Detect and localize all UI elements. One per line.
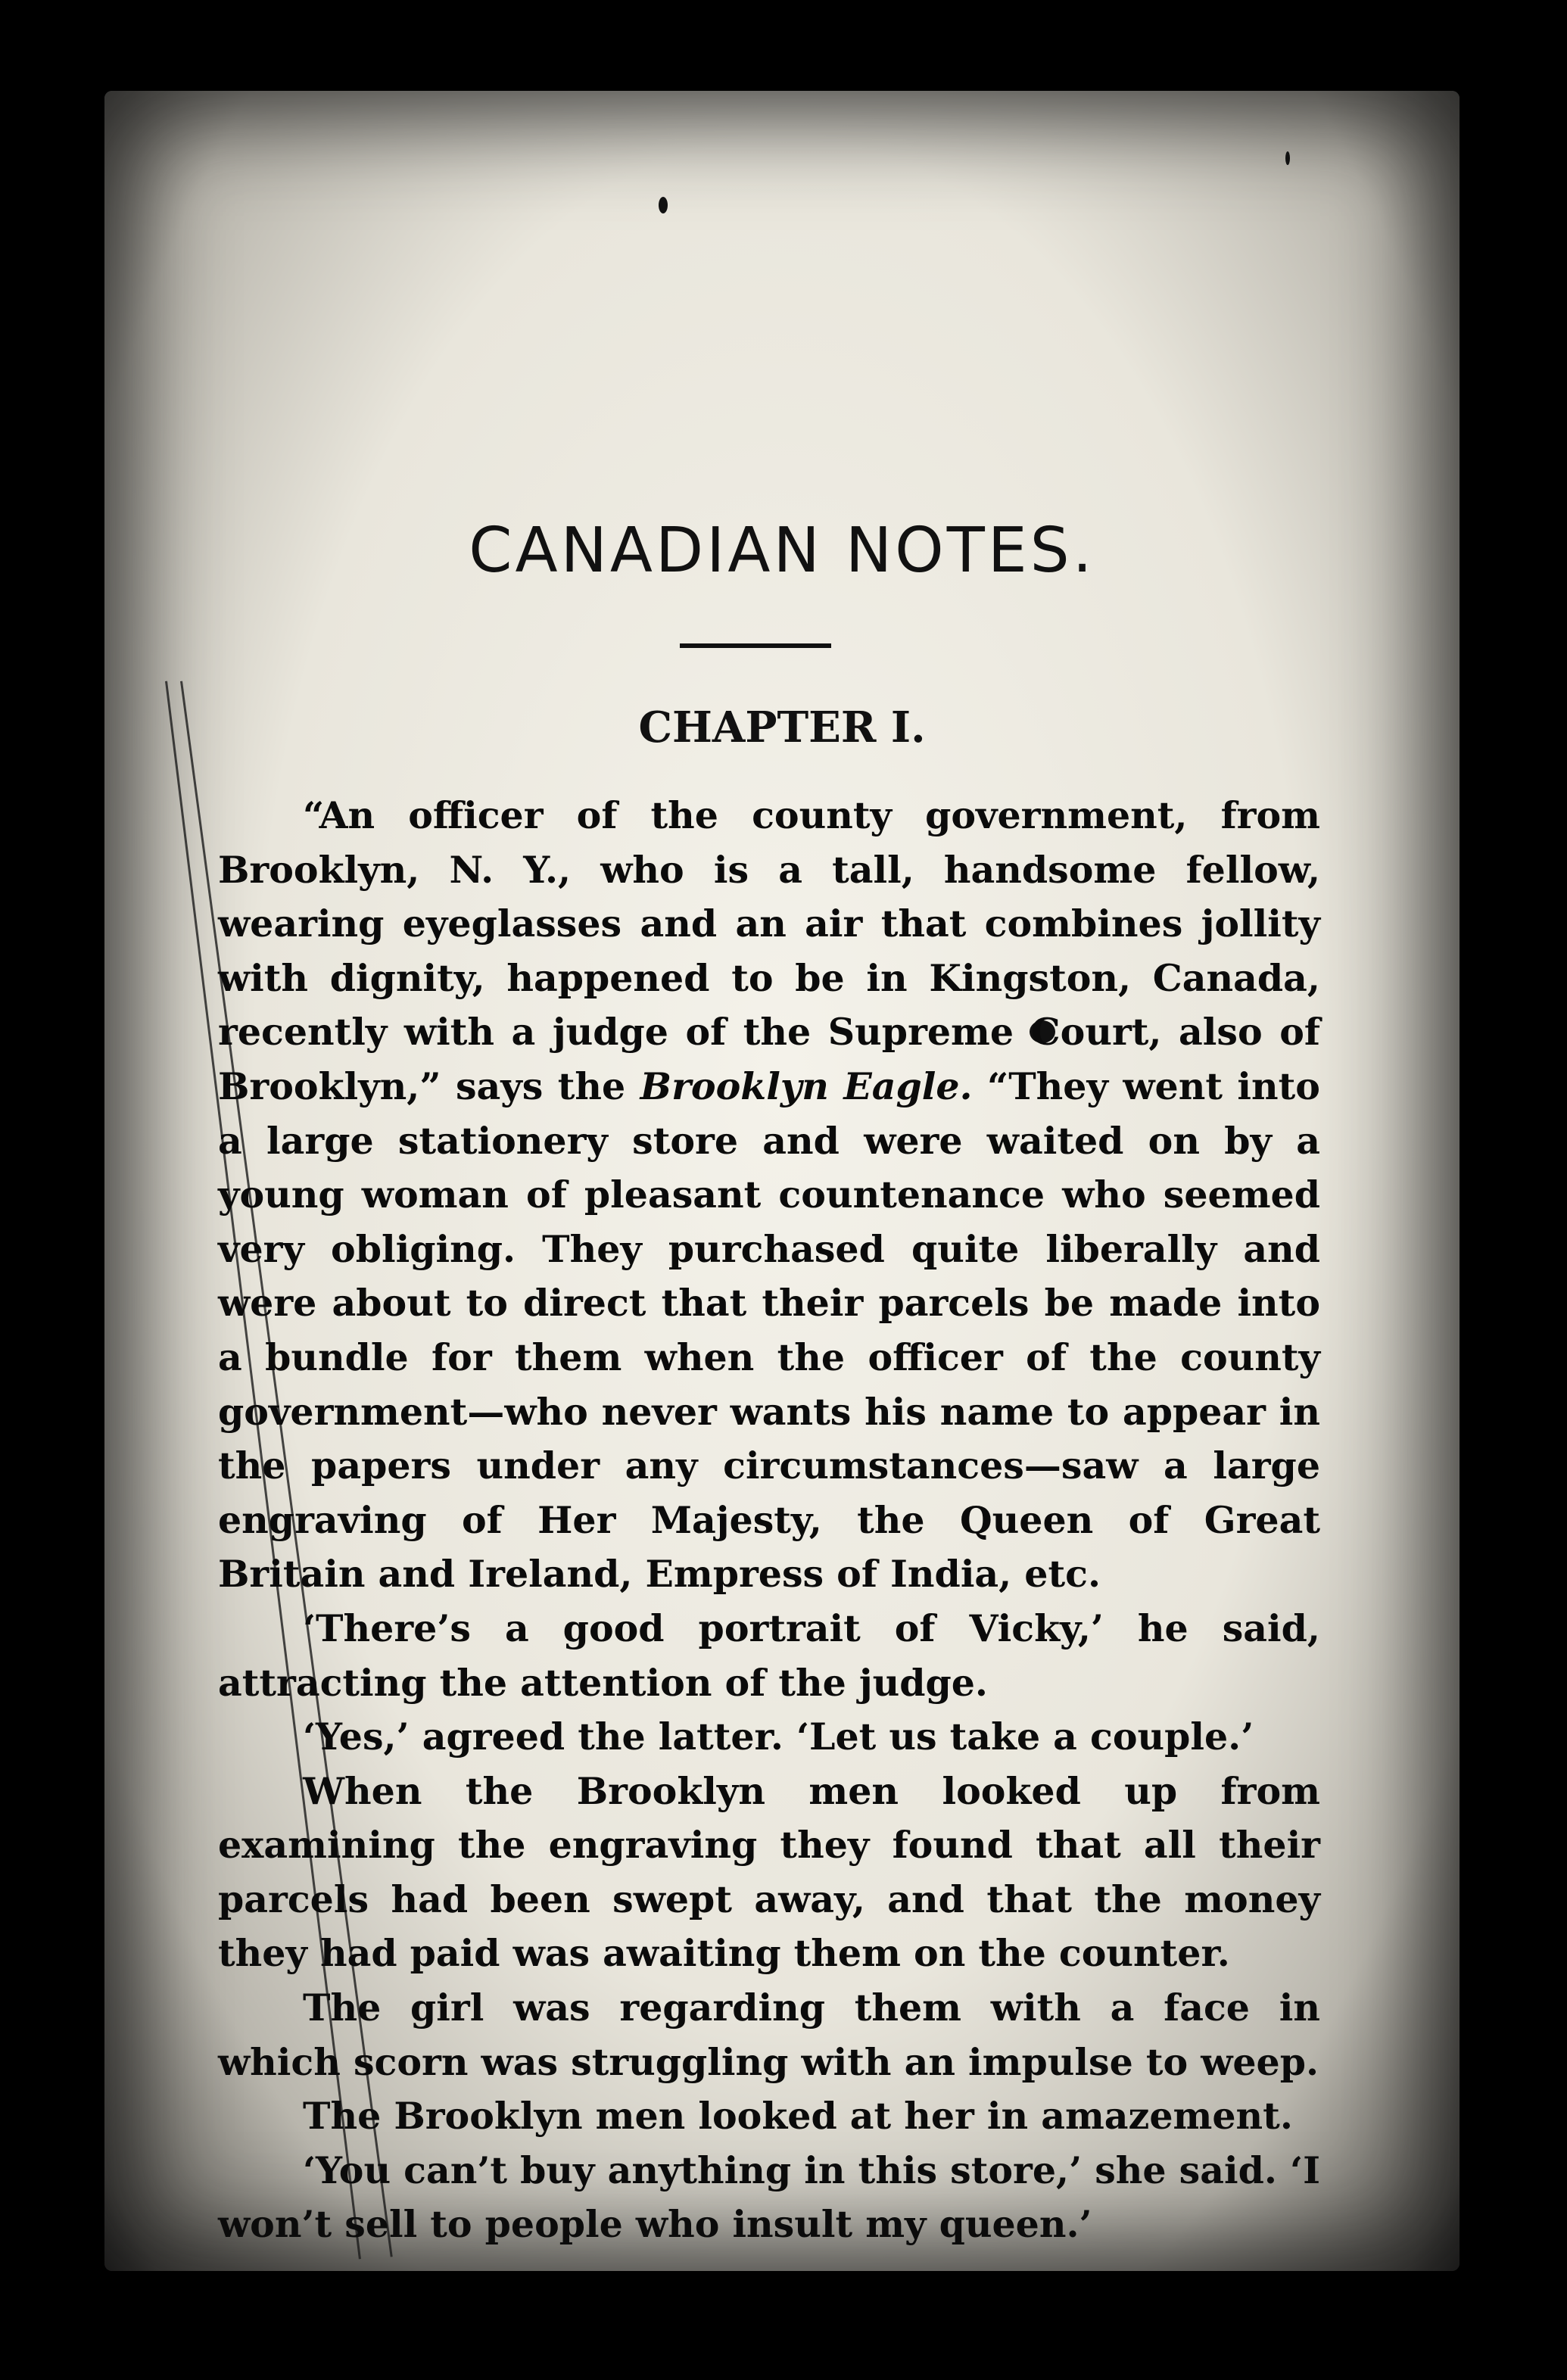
ink-speck (659, 197, 668, 213)
paragraph-4: When the Brooklyn men looked up from examining the engraving they found that all their parcels had been swept away, and that the money they had paid was awaiting them on the counter. (218, 1768, 1320, 1976)
paragraph-6: The Brooklyn men looked at her in amazement. (303, 2094, 1293, 2139)
book-page (104, 91, 1460, 2271)
paragraph-7: ‘You can’t buy anything in this store,’ she said. ‘I won’t sell to people who insult my queen.’ (218, 2148, 1320, 2247)
paragraph-5: The girl was regarding them with a face in which scorn was struggling with an impulse to weep. (218, 1986, 1320, 2084)
ink-speck (1285, 151, 1290, 165)
body-text (218, 789, 1320, 2252)
title-divider (680, 643, 831, 648)
paragraph-3: ‘Yes,’ agreed the latter. ‘Let us take a couple.’ (303, 1715, 1254, 1759)
paragraph-1-text-b: “They went into a large stationery store and were waited on by a young woman of pleasant countenance who seemed very obliging. They purchased quite liberally and were about to direct that their parcels be made into a bundle for them when the officer of the county government—who never wants his name to appear in the papers under any circumstances—saw a large engraving of Her Majesty, the Queen of Great Britain and Ireland, Empress of India, etc. (218, 1064, 1320, 1597)
page-title: CANADIAN NOTES. (469, 515, 1095, 587)
paragraph-2: ‘There’s a good portrait of Vicky,’ he said, attracting the attention of the judge. (218, 1606, 1320, 1705)
chapter-heading: CHAPTER I. (638, 702, 926, 752)
publication-name: Brooklyn Eagle. (640, 1064, 973, 1108)
paragraph-1 (218, 789, 1320, 1602)
paragraph-1-text-a: “An officer of the county government, from Brooklyn, N. Y., who is a tall, handsome fellow, wearing eyeglasses and an air that combines jollity with dignity, happened to be in Kingston, Canada, recently with a judge of the Supreme Court, also of Brooklyn,” says the (218, 793, 1320, 1108)
